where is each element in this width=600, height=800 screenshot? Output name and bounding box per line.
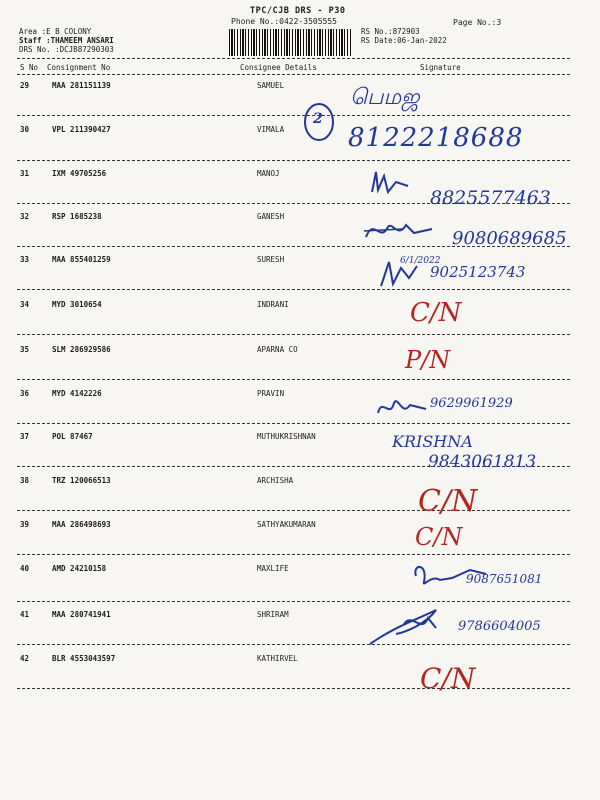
row-consignee: APARNA CO <box>257 345 298 354</box>
row-sno: 40 <box>20 564 30 573</box>
row-sno: 34 <box>20 300 30 309</box>
table-row <box>0 520 600 532</box>
col-sno: S No <box>20 63 39 72</box>
table-row <box>0 81 600 93</box>
row-consignment: POL 87467 <box>52 432 93 441</box>
row-consignment: MAA 286498693 <box>52 520 111 529</box>
staff-label: Staff :THAMEEM ANSARI <box>19 36 114 45</box>
row-consignee: PRAVIN <box>257 389 285 398</box>
page-number: Page No.:3 <box>453 18 502 27</box>
handwritten-tamil-name: பெமஜ <box>350 85 420 110</box>
row-consignment: IXM 49705256 <box>52 169 107 178</box>
col-consignee: Consignee Details <box>240 63 317 72</box>
table-row <box>0 300 600 312</box>
handwritten-cn: C/N <box>410 298 462 328</box>
row-consignee: SHRIRAM <box>257 610 289 619</box>
row-sno: 30 <box>20 125 30 134</box>
handwritten-date: 6/1/2022 <box>400 256 441 266</box>
row-consignee: ARCHISHA <box>257 476 294 485</box>
table-row <box>0 345 600 357</box>
col-signature: Signature <box>420 63 461 72</box>
row-divider <box>17 160 570 161</box>
rs-number: RS No.:872903 <box>361 27 420 36</box>
row-divider <box>17 423 570 424</box>
row-divider <box>17 334 570 335</box>
signature-scribble <box>366 604 466 650</box>
row-consignee: GANESH <box>257 212 285 221</box>
row-consignee: VIMALA <box>257 125 285 134</box>
handwritten-pn: P/N <box>405 346 451 374</box>
row-consignment: MYD 3010654 <box>52 300 102 309</box>
row-consignment: MYD 4142226 <box>52 389 102 398</box>
handwritten-phone: 9843061813 <box>428 452 537 472</box>
row-consignee: SAMUEL <box>257 81 285 90</box>
row-consignee: SURESH <box>257 255 285 264</box>
row-sno: 31 <box>20 169 30 178</box>
table-row <box>0 476 600 488</box>
row-consignee: MUTHUKRISHNAN <box>257 432 316 441</box>
row-consignment: MAA 855401259 <box>52 255 111 264</box>
circled-2: 2 <box>313 111 323 127</box>
drs-number: DRS No. :DCJB87290303 <box>19 45 114 54</box>
table-row <box>0 169 600 181</box>
row-divider <box>17 688 570 689</box>
handwritten-phone: 9080689685 <box>452 228 567 249</box>
row-divider <box>17 379 570 380</box>
row-divider <box>17 554 570 555</box>
handwritten-phone: 9025123743 <box>430 263 526 281</box>
divider <box>17 58 570 59</box>
handwritten-cn: C/N <box>420 662 476 695</box>
row-divider <box>17 289 570 290</box>
row-consignment: MAA 281151139 <box>52 81 111 90</box>
barcode <box>229 29 352 56</box>
handwritten-cn: C/N <box>418 484 478 519</box>
row-consignment: MAA 280741941 <box>52 610 111 619</box>
col-consignment: Consignment No <box>47 63 111 72</box>
rs-date: RS Date:06-Jan-2022 <box>361 36 447 45</box>
handwritten-phone: 9629961929 <box>430 396 513 411</box>
table-row <box>0 432 600 444</box>
row-divider <box>17 510 570 511</box>
signature-scribble <box>368 168 413 198</box>
row-sno: 35 <box>20 345 30 354</box>
row-sno: 33 <box>20 255 30 264</box>
signature-scribble <box>362 215 437 245</box>
row-consignment: RSP 1685238 <box>52 212 102 221</box>
row-sno: 38 <box>20 476 30 485</box>
row-consignee: MAXLIFE <box>257 564 289 573</box>
divider <box>17 74 570 75</box>
row-consignee: INDRANI <box>257 300 289 309</box>
row-consignee: MANOJ <box>257 169 280 178</box>
handwritten-phone: 8825577463 <box>430 187 551 209</box>
handwritten-phone: 8122218688 <box>348 123 524 153</box>
row-sno: 32 <box>20 212 30 221</box>
document-title: TPC/CJB DRS - P30 <box>250 6 346 16</box>
handwritten-cn: C/N <box>415 523 463 551</box>
signature-scribble <box>372 393 432 423</box>
handwritten-phone: 9786604005 <box>458 619 541 634</box>
phone-number: Phone No.:0422-3505555 <box>231 17 337 26</box>
row-consignment: BLR 4553043597 <box>52 654 116 663</box>
handwritten-name: KRISHNA <box>392 432 473 451</box>
row-consignment: TRZ 120066513 <box>52 476 111 485</box>
row-consignment: SLM 286929586 <box>52 345 111 354</box>
table-row <box>0 654 600 666</box>
row-sno: 39 <box>20 520 30 529</box>
row-divider <box>17 115 570 116</box>
row-sno: 37 <box>20 432 30 441</box>
row-sno: 41 <box>20 610 30 619</box>
row-sno: 42 <box>20 654 30 663</box>
row-consignment: VPL 211390427 <box>52 125 111 134</box>
row-consignment: AMD 24210158 <box>52 564 107 573</box>
row-divider <box>17 644 570 645</box>
row-sno: 29 <box>20 81 30 90</box>
row-sno: 36 <box>20 389 30 398</box>
handwritten-phone: 9087651081 <box>466 572 543 586</box>
table-row <box>0 212 600 224</box>
row-consignee: SATHYAKUMARAN <box>257 520 316 529</box>
area-label: Area :E B COLONY <box>19 27 92 36</box>
row-consignee: KATHIRVEL <box>257 654 298 663</box>
row-divider <box>17 601 570 602</box>
